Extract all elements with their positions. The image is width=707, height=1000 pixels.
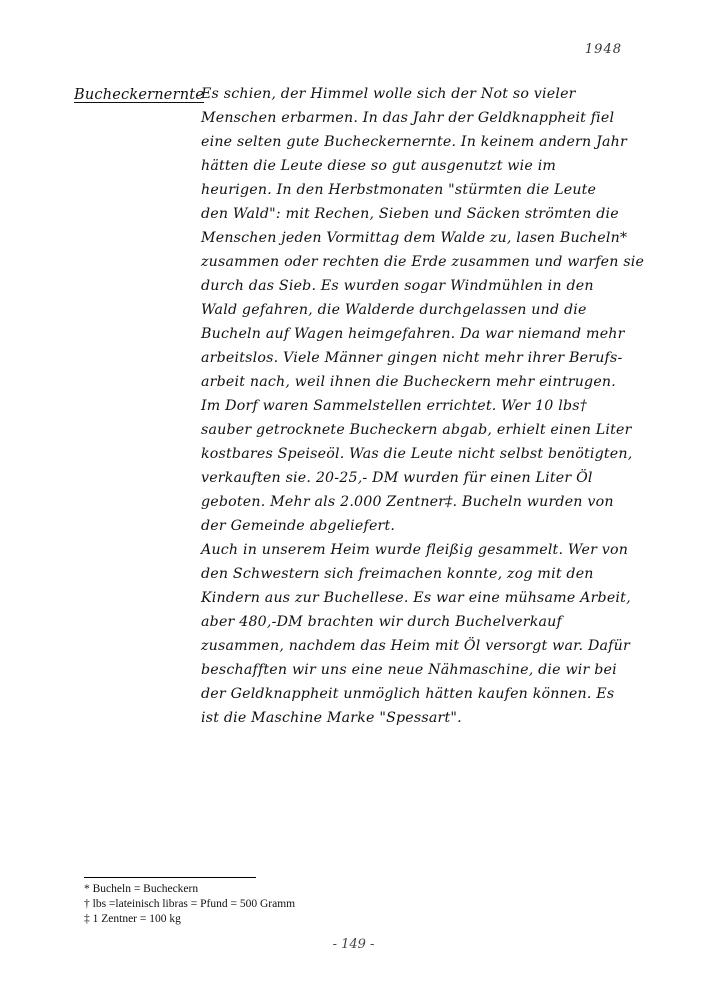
footnote: ‡ 1 Zentner = 100 kg [84, 913, 181, 925]
text-line: ist die Maschine Marke "Spessart". [201, 710, 462, 726]
text-line: Auch in unserem Heim wurde fleißig gesammelt. Wer von [201, 542, 629, 558]
text-line: aber 480,-DM brachten wir durch Buchelverkauf [201, 614, 562, 630]
text-line: hätten die Leute diese so gut ausgenutzt wie im [201, 158, 557, 174]
text-line: der Geldknappheit unmöglich hätten kaufen können. Es [201, 686, 615, 702]
text-line: zusammen oder rechten die Erde zusammen und warfen sie [201, 254, 645, 270]
text-line: Kindern aus zur Buchellese. Es war eine mühsame Arbeit, [201, 590, 631, 606]
footnote-divider [84, 877, 256, 878]
text-line: Bucheln auf Wagen heimgefahren. Da war niemand mehr [201, 326, 625, 342]
text-line: heurigen. In den Herbstmonaten "stürmten die Leute [201, 182, 597, 198]
handwritten-body-text [201, 82, 645, 730]
text-line: beschafften wir uns eine neue Nähmaschine, die wir bei [201, 662, 617, 678]
footnote: † lbs =lateinisch libras = Pfund = 500 Gramm [84, 898, 296, 910]
text-line: arbeit nach, weil ihnen die Bucheckern mehr eintrugen. [201, 374, 616, 390]
text-line: den Wald": mit Rechen, Sieben und Säcken strömten die [201, 206, 619, 222]
text-line: verkauften sie. 20-25,- DM wurden für einen Liter Öl [201, 470, 593, 486]
text-line: durch das Sieb. Es wurden sogar Windmühlen in den [201, 278, 594, 294]
text-line: sauber getrocknete Bucheckern abgab, erhielt einen Liter [201, 422, 632, 438]
year-heading: 1948 [584, 42, 622, 57]
text-line: Es schien, der Himmel wolle sich der Not so vieler [201, 86, 576, 102]
text-line: Menschen erbarmen. In das Jahr der Geldknappheit fiel [201, 110, 615, 126]
text-line: Im Dorf waren Sammelstellen errichtet. Wer 10 lbs† [201, 398, 588, 414]
footnote: * Bucheln = Bucheckern [84, 883, 199, 895]
text-line: zusammen, nachdem das Heim mit Öl versorgt war. Dafür [201, 638, 630, 654]
text-line: Menschen jeden Vormittag dem Walde zu, lasen Bucheln* [201, 230, 628, 246]
footnotes-list [84, 882, 295, 927]
text-line: den Schwestern sich freimachen konnte, zog mit den [201, 566, 594, 582]
text-line: der Gemeinde abgeliefert. [201, 518, 396, 534]
text-line: geboten. Mehr als 2.000 Zentner‡. Bucheln wurden von [201, 494, 614, 510]
text-line: arbeitslos. Viele Männer gingen nicht mehr ihrer Berufs- [201, 350, 623, 366]
section-side-heading: Bucheckernernte [74, 87, 205, 103]
text-line: eine selten gute Bucheckernernte. In keinem andern Jahr [201, 134, 627, 150]
text-line: Wald gefahren, die Walderde durchgelassen und die [201, 302, 587, 318]
text-line: kostbares Speiseöl. Was die Leute nicht selbst benötigten, [201, 446, 633, 462]
page-number: - 149 - [332, 937, 375, 952]
